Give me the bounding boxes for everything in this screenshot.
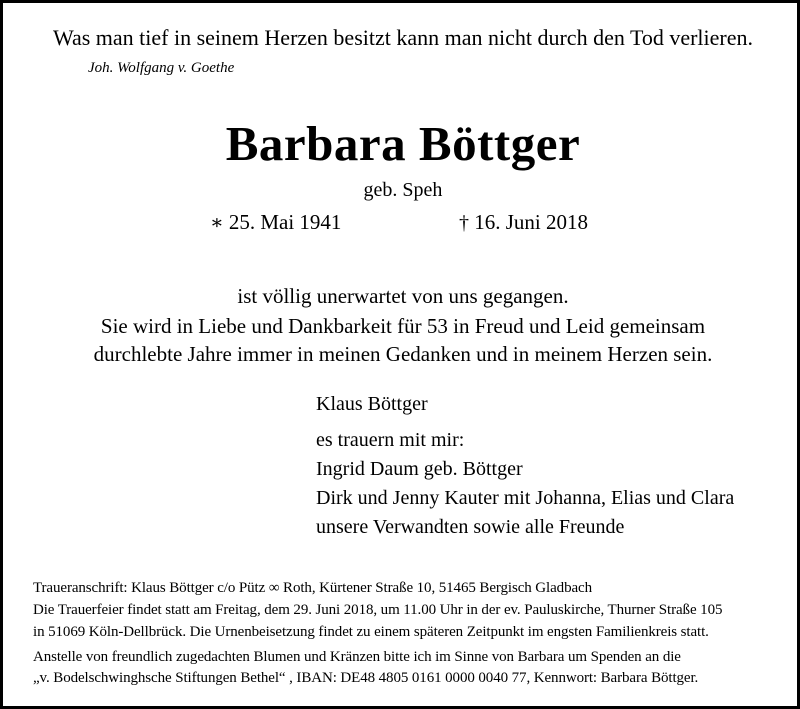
death-cross-icon: †	[459, 212, 469, 234]
deceased-name: Barbara Böttger	[225, 116, 581, 171]
birth-date-line	[210, 210, 341, 235]
birth-star-icon: ∗	[210, 212, 224, 234]
primary-mourner: Klaus Böttger	[316, 393, 428, 415]
mourner-name: Dirk und Jenny Kauter mit Johanna, Elias und Clara	[316, 487, 735, 509]
mourner-name: unsere Verwandten sowie alle Freunde	[316, 516, 625, 538]
footer-line: Anstelle von freundlich zugedachten Blumen und Kränzen bitte ich im Sinne von Barbara um Spenden an die	[33, 649, 681, 665]
mourners-intro: es trauern mit mir:	[316, 429, 465, 451]
footer-line: Traueranschrift: Klaus Böttger c/o Pütz ∞ Roth, Kürtener Straße 10, 51465 Bergisch Gladbach	[33, 580, 592, 596]
footer-line: Die Trauerfeier findet statt am Freitag, dem 29. Juni 2018, um 11.00 Uhr in der ev. Pauluskirche, Thurner Straße 105	[33, 602, 723, 618]
footer-line: „v. Bodelschwinghsche Stiftungen Bethel“ , IBAN: DE48 4805 0161 0000 0040 77, Kennwort: Barbara Böttger.	[33, 670, 699, 686]
death-date-line	[459, 210, 588, 235]
footer-line: in 51069 Köln-Dellbrück. Die Urnenbeisetzung findet zu einem späteren Zeitpunkt im engsten Familienkreis statt.	[33, 624, 709, 640]
death-date: 16. Juni 2018	[474, 210, 589, 234]
opening-quote: Was man tief in seinem Herzen besitzt kann man nicht durch den Tod verlieren.	[52, 25, 754, 50]
birth-name: geb. Speh	[363, 179, 443, 201]
mourner-name: Ingrid Daum geb. Böttger	[316, 458, 523, 480]
message-line: ist völlig unerwartet von uns gegangen.	[237, 284, 569, 308]
message-line: durchlebte Jahre immer in meinen Gedanken und in meinem Herzen sein.	[93, 342, 713, 366]
message-line: Sie wird in Liebe und Dankbarkeit für 53 in Freud und Leid gemeinsam	[100, 314, 706, 338]
birth-date: 25. Mai 1941	[228, 210, 342, 234]
quote-author: Joh. Wolfgang v. Goethe	[88, 60, 235, 76]
